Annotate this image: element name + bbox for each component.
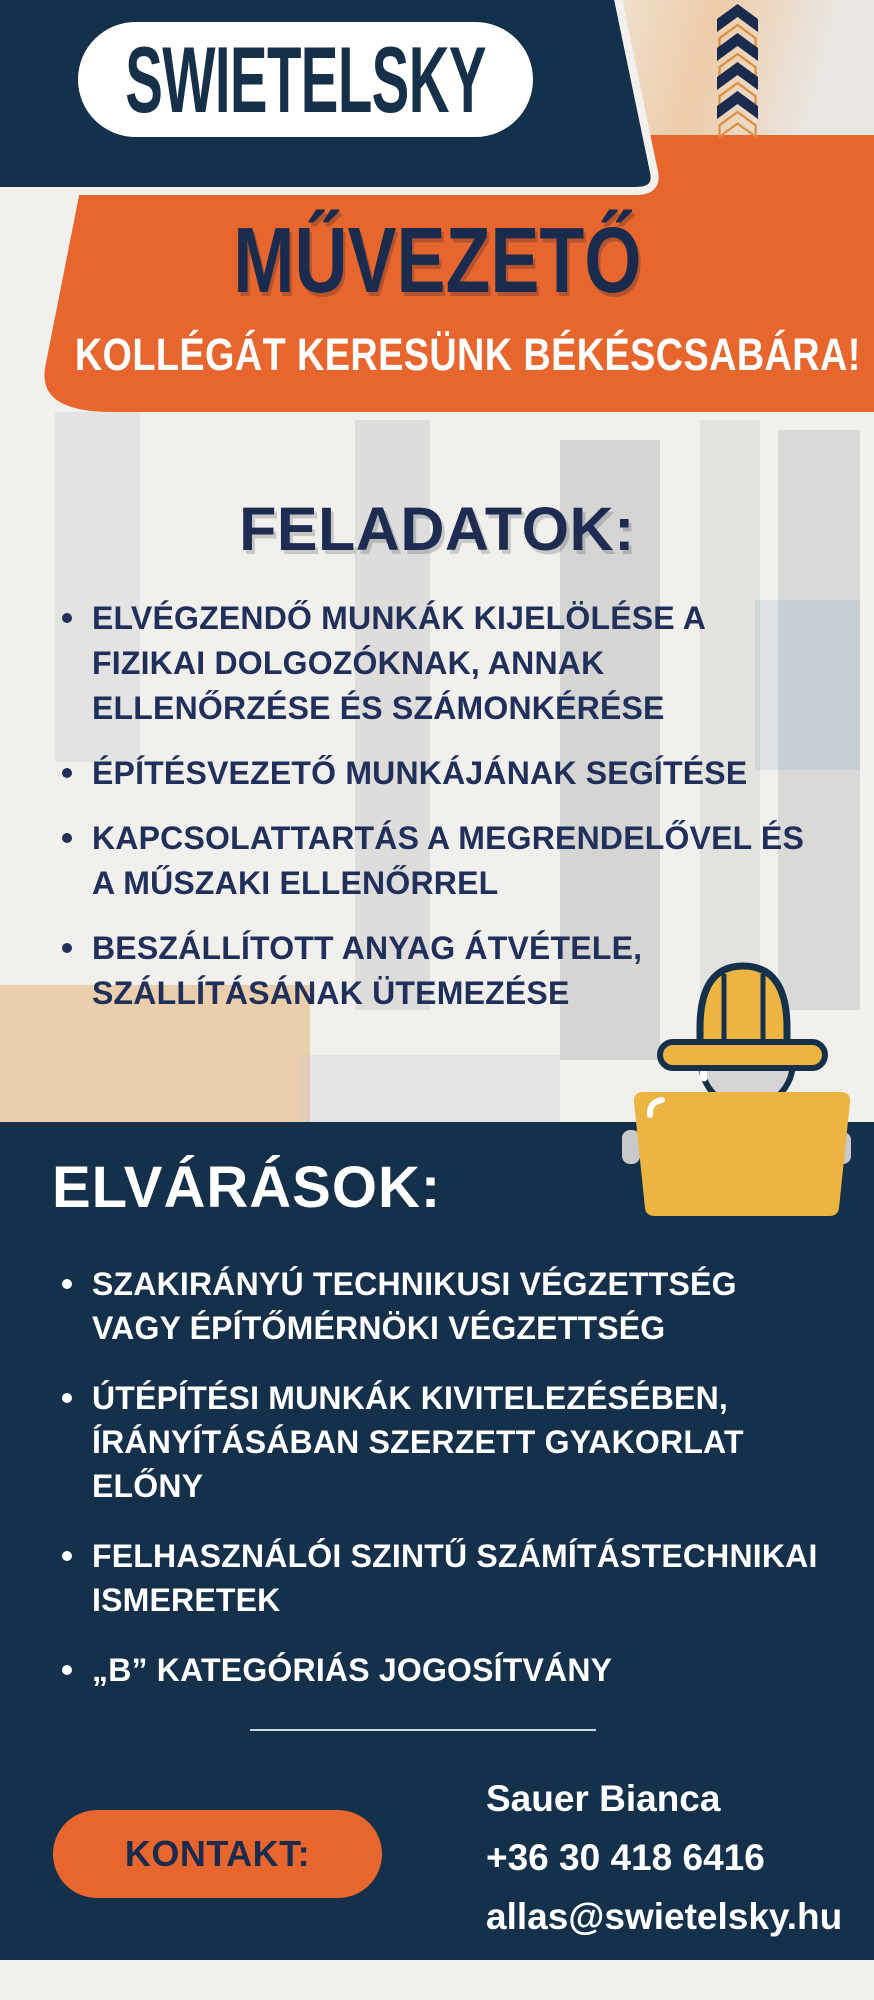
contact-email[interactable]: allas@swietelsky.hu	[486, 1896, 843, 1937]
task-item: ELVÉGZENDŐ MUNKÁK KIJELÖLÉSE A FIZIKAI DOLGOZÓKNAK, ANNAK ELLENŐRZÉSE ÉS SZÁMONKÉRÉSE	[58, 596, 820, 731]
task-item: KAPCSOLATTARTÁS A MEGRENDELŐVEL ÉS A MŰSZAKI ELLENŐRREL	[58, 816, 820, 906]
brand-logo-text: SWIETELSKY	[125, 26, 486, 132]
job-title-heading: MŰVEZETŐ	[232, 208, 642, 312]
contact-person-name: Sauer Bianca	[486, 1778, 721, 1819]
requirements-list	[58, 1262, 820, 1718]
contact-phone[interactable]: +36 30 418 6416	[486, 1837, 765, 1878]
requirement-item: SZAKIRÁNYÚ TECHNIKUSI VÉGZETTSÉG VAGY ÉPÍTŐMÉRNÖKI VÉGZETTSÉG	[58, 1262, 820, 1350]
brand-logo	[78, 22, 533, 137]
requirement-item: „B” KATEGÓRIÁS JOGOSÍTVÁNY	[58, 1648, 820, 1692]
tasks-heading: FELADATOK:	[239, 495, 635, 563]
construction-worker-helmet-crate-icon	[600, 950, 874, 1230]
kontakt-button[interactable]: KONTAKT:	[53, 1810, 382, 1898]
requirement-item: FELHASZNÁLÓI SZINTŰ SZÁMÍTÁSTECHNIKAI ISMERETEK	[58, 1534, 820, 1622]
contact-divider	[250, 1729, 596, 1731]
requirements-heading: ELVÁRÁSOK:	[52, 1155, 442, 1220]
job-subtitle: KOLLÉGÁT KERESÜNK BÉKÉSCSABÁRA!	[74, 329, 861, 380]
up-chevrons-icon	[717, 4, 758, 137]
photo-background-fragment	[300, 1055, 560, 1122]
task-item: BESZÁLLÍTOTT ANYAG ÁTVÉTELE, SZÁLLÍTÁSÁNAK ÜTEMEZÉSE	[58, 926, 820, 1016]
task-item: ÉPÍTÉSVEZETŐ MUNKÁJÁNAK SEGÍTÉSE	[58, 751, 820, 796]
requirement-item: ÚTÉPÍTÉSI MUNKÁK KIVITELEZÉSÉBEN, ÍRÁNYÍTÁSÁBAN SZERZETT GYAKORLAT ELŐNY	[58, 1376, 820, 1508]
